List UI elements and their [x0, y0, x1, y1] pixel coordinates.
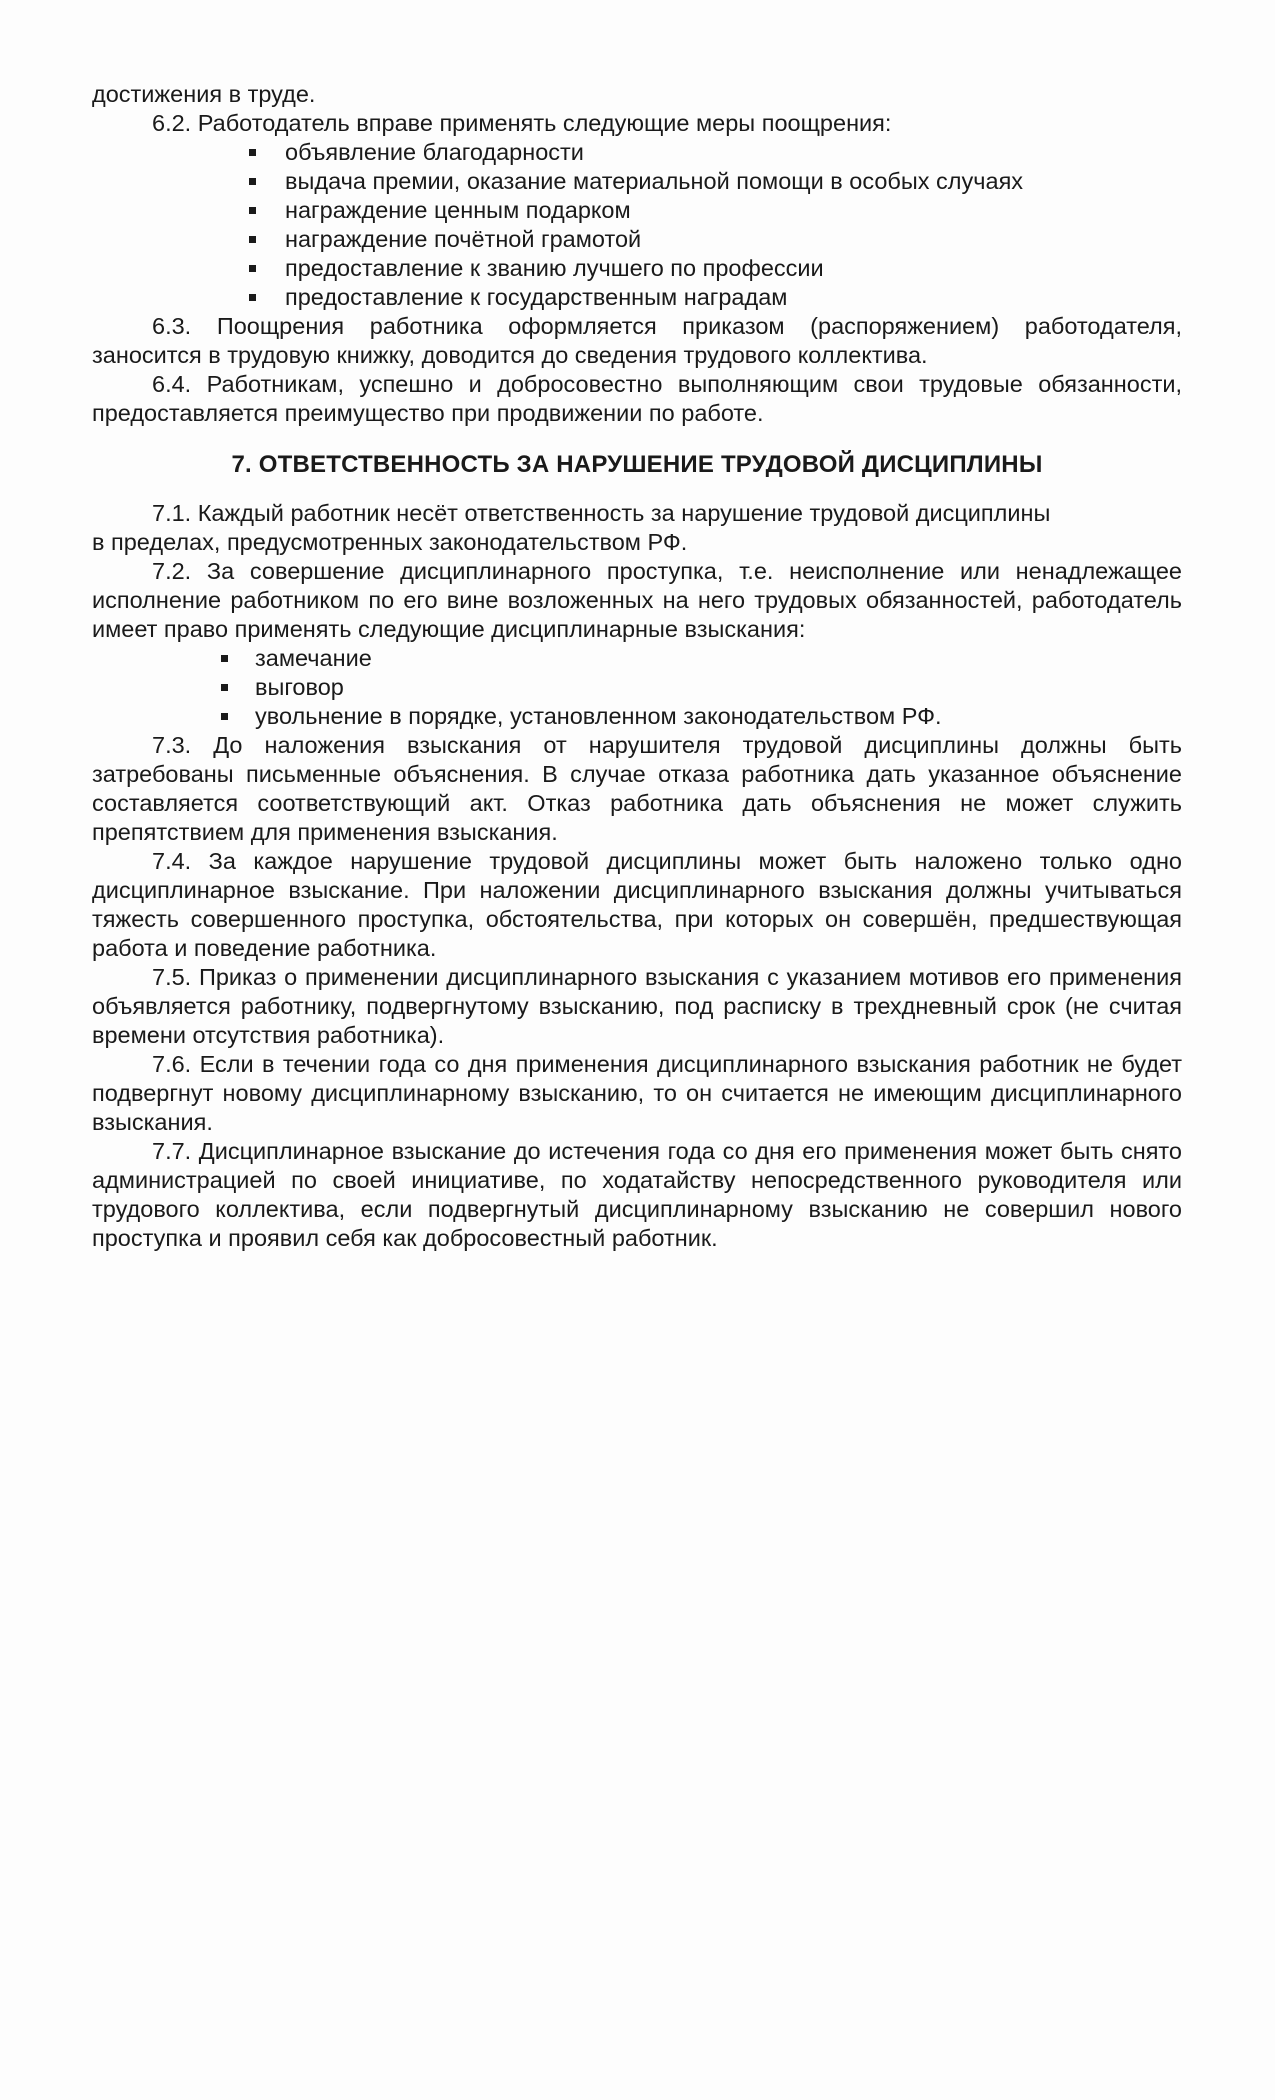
bullet-square-icon [249, 236, 256, 243]
bullet-square-icon [249, 207, 256, 214]
list-item: увольнение в порядке, установленном законодательством РФ. [92, 702, 1182, 731]
list-item: выговор [92, 673, 1182, 702]
clause-7-7: 7.7. Дисциплинарное взыскание до истечения года со дня его применения может быть снято администрацией по своей инициативе, по ходатайству непосредственного руководителя или трудового коллектива, если подвергнутый дисциплинарному взысканию не совершил нового проступка и проявил себя как добросовестный работник. [92, 1138, 1182, 1251]
bullet-square-icon [221, 684, 228, 691]
clause-6-3: 6.3. Поощрения работника оформляется приказом (распоряжением) работодателя, заносится в трудовую книжку, доводится до сведения трудового коллектива. [92, 313, 1182, 368]
document-body [92, 80, 1182, 1253]
clause-6-2: 6.2. Работодатель вправе применять следующие меры поощрения: [152, 110, 892, 136]
clause-7-5: 7.5. Приказ о применении дисциплинарного взыскания с указанием мотивов его применения объявляется работнику, подвергнутому взысканию, под расписку в трехдневный срок (не считая времени отсутствия работника). [92, 964, 1182, 1048]
list-item: предоставление к государственным наградам [92, 283, 1182, 312]
intro-tail-text: достижения в труде. [92, 81, 316, 107]
clause-7-6: 7.6. Если в течении года со дня применения дисциплинарного взыскания работник не будет подвергнут новому дисциплинарному взысканию, то он считается не имеющим дисциплинарного взыскания. [92, 1051, 1182, 1135]
penalties-list [92, 644, 1182, 731]
bullet-square-icon [249, 178, 256, 185]
section-7-heading: 7. ОТВЕТСТВЕННОСТЬ ЗА НАРУШЕНИЕ ТРУДОВОЙ ДИСЦИПЛИНЫ [231, 451, 1043, 478]
list-item: награждение ценным подарком [92, 196, 1182, 225]
list-item: предоставление к званию лучшего по профессии [92, 254, 1182, 283]
bullet-square-icon [249, 294, 256, 301]
list-item: объявление благодарности [92, 138, 1182, 167]
clause-7-3: 7.3. До наложения взыскания от нарушителя трудовой дисциплины должны быть затребованы письменные объяснения. В случае отказа работника дать указанное объяснение составляется соответствующий акт. Отказ работника дать объяснения не может служить препятствием для применения взыскания. [92, 732, 1182, 845]
clause-6-4: 6.4. Работникам, успешно и добросовестно выполняющим свои трудовые обязанности, предоставляется преимущество при продвижении по работе. [92, 371, 1182, 426]
clause-7-1-line1: 7.1. Каждый работник несёт ответственность за нарушение трудовой дисциплины [152, 500, 1051, 526]
clause-7-4: 7.4. За каждое нарушение трудовой дисциплины может быть наложено только одно дисциплинарное взыскание. При наложении дисциплинарного взыскания должны учитываться тяжесть совершенного проступка, обстоятельства, при которых он совершён, предшествующая работа и поведение работника. [92, 848, 1182, 961]
list-item: выдача премии, оказание материальной помощи в особых случаях [92, 167, 1182, 196]
rewards-list [92, 138, 1182, 312]
bullet-square-icon [249, 265, 256, 272]
list-item: замечание [92, 644, 1182, 673]
clause-7-2: 7.2. За совершение дисциплинарного проступка, т.е. неисполнение или ненадлежащее исполнение работником по его вине возложенных на него трудовых обязанностей, работодатель имеет право применять следующие дисциплинарные взыскания: [92, 558, 1182, 642]
list-item: награждение почётной грамотой [92, 225, 1182, 254]
bullet-square-icon [221, 655, 228, 662]
bullet-square-icon [221, 713, 228, 720]
bullet-square-icon [249, 149, 256, 156]
clause-7-1-line2: в пределах, предусмотренных законодательством РФ. [92, 529, 688, 555]
